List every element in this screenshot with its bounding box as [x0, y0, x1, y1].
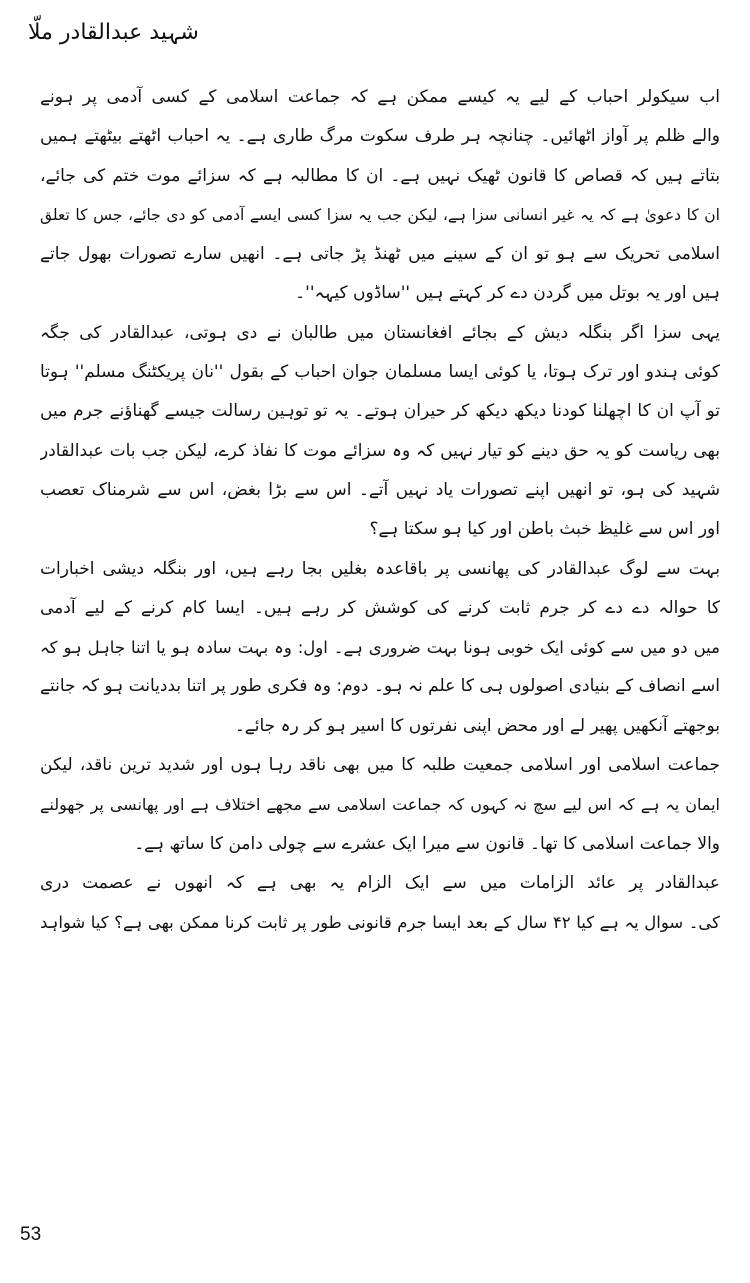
text-line: ایمان یہ ہے کہ اس لیے سچ نہ کہوں کہ جماعت اسلامی سے مجھے اختلاف ہے اور پھانسی پر جھولنے	[40, 795, 720, 815]
paragraph	[40, 78, 720, 314]
text-line: عبدالقادر پر عائد الزامات میں سے ایک الزام یہ بھی ہے کہ انھوں نے عصمت دری	[40, 872, 720, 893]
text-line: یہی سزا اگر بنگلہ دیش کے بجائے افغانستان میں طالبان نے دی ہوتی، عبدالقادر کی جگہ	[40, 322, 720, 343]
text-line: شہید کی ہو، تو انھیں اپنے تصورات یاد نہیں آتے۔ اس سے بڑا بغض، اس سے شرمناک تعصب	[40, 479, 720, 500]
text-line: اسلامی تحریک سے ہو تو ان کے سینے میں ٹھنڈ پڑ جاتی ہے۔ انھیں سارے تصورات بھول جاتے	[40, 244, 720, 265]
text-line: ان کا دعویٰ ہے کہ یہ غیر انسانی سزا ہے، لیکن جب یہ سزا کسی ایسے آدمی کو دی جائے، جس کا تعلق	[40, 205, 720, 224]
text-line: کا حوالہ دے دے کر جرم ثابت کرنے کی کوشش کر رہے ہیں۔ ایسا کام کرنے کے لیے آدمی	[40, 597, 720, 618]
text-line: ہیں اور یہ بوتل میں گردن دے کر کہتے ہیں ''ساڈوں کیہہ''۔	[295, 283, 720, 304]
paragraph	[40, 746, 720, 864]
text-line: اب سیکولر احباب کے لیے یہ کیسے ممکن ہے کہ جماعت اسلامی کے کسی آدمی پر ہونے	[40, 87, 720, 107]
body-text	[40, 78, 720, 943]
paragraph	[40, 550, 720, 746]
text-line: بوجھتے آنکھیں پھیر لے اور محض اپنی نفرتوں کا اسیر ہو کر رہ جائے۔	[234, 715, 720, 736]
paragraph	[40, 864, 720, 943]
text-line: تو آپ ان کا اچھلنا کودنا دیکھ دیکھ کر حیران ہوتے۔ یہ تو توہین رسالت جیسے گھناؤنے جرم میں	[40, 401, 720, 422]
page-number: 53	[20, 1224, 42, 1245]
running-title: شہید عبدالقادر ملّا	[28, 20, 199, 45]
text-line: میں دو میں سے کوئی ایک خوبی ہونا بہت ضروری ہے۔ اول: وہ بہت سادہ ہو یا اتنا جاہل ہو کہ	[40, 638, 720, 658]
text-line: بتاتے ہیں کہ قصاص کا قانون ٹھیک نہیں ہے۔ ان کا مطالبہ ہے کہ سزائے موت ختم کی جائے،	[40, 165, 720, 186]
text-line: اور اس سے غلیظ خبث باطن اور کیا ہو سکتا ہے؟	[369, 519, 720, 540]
text-line: بہت سے لوگ عبدالقادر کی پھانسی پر باقاعدہ بغلیں بجا رہے ہیں، اور بنگلہ دیشی اخبارات	[40, 558, 720, 579]
text-line: والا جماعت اسلامی کا تھا۔ قانون سے میرا ایک عشرے سے چولی دامن کا ساتھ ہے۔	[134, 833, 720, 854]
text-line: والے ظلم پر آواز اٹھائیں۔ چنانچہ ہر طرف سکوت مرگ طاری ہے۔ یہ احباب اٹھتے بیٹھتے ہمیں	[40, 126, 720, 147]
text-line: جماعت اسلامی اور اسلامی جمعیت طلبہ کا میں بھی ناقد رہا ہوں اور شدید ترین ناقد، لیکن	[40, 755, 720, 776]
text-line: کوئی ہندو اور ترک ہوتا، یا کوئی ایسا مسلمان جوان احباب کے بقول ''نان پریکٹنگ مسلم'' ہوتا	[40, 362, 720, 383]
text-line: کی۔ سوال یہ ہے کیا ۴۲ سال کے بعد ایسا جرم قانونی طور پر ثابت کرنا ممکن بھی ہے؟ کیا شواہد	[40, 913, 720, 933]
text-line: اسے انصاف کے بنیادی اصولوں ہی کا علم نہ ہو۔ دوم: وہ فکری طور پر اتنا بددیانت ہو کہ جانتے	[40, 676, 720, 697]
text-line: بھی ریاست کو یہ حق دینے کو تیار نہیں کہ وہ سزائے موت کا نفاذ کرے، لیکن جب بات عبدالقادر	[40, 440, 720, 461]
paragraph	[40, 314, 720, 550]
